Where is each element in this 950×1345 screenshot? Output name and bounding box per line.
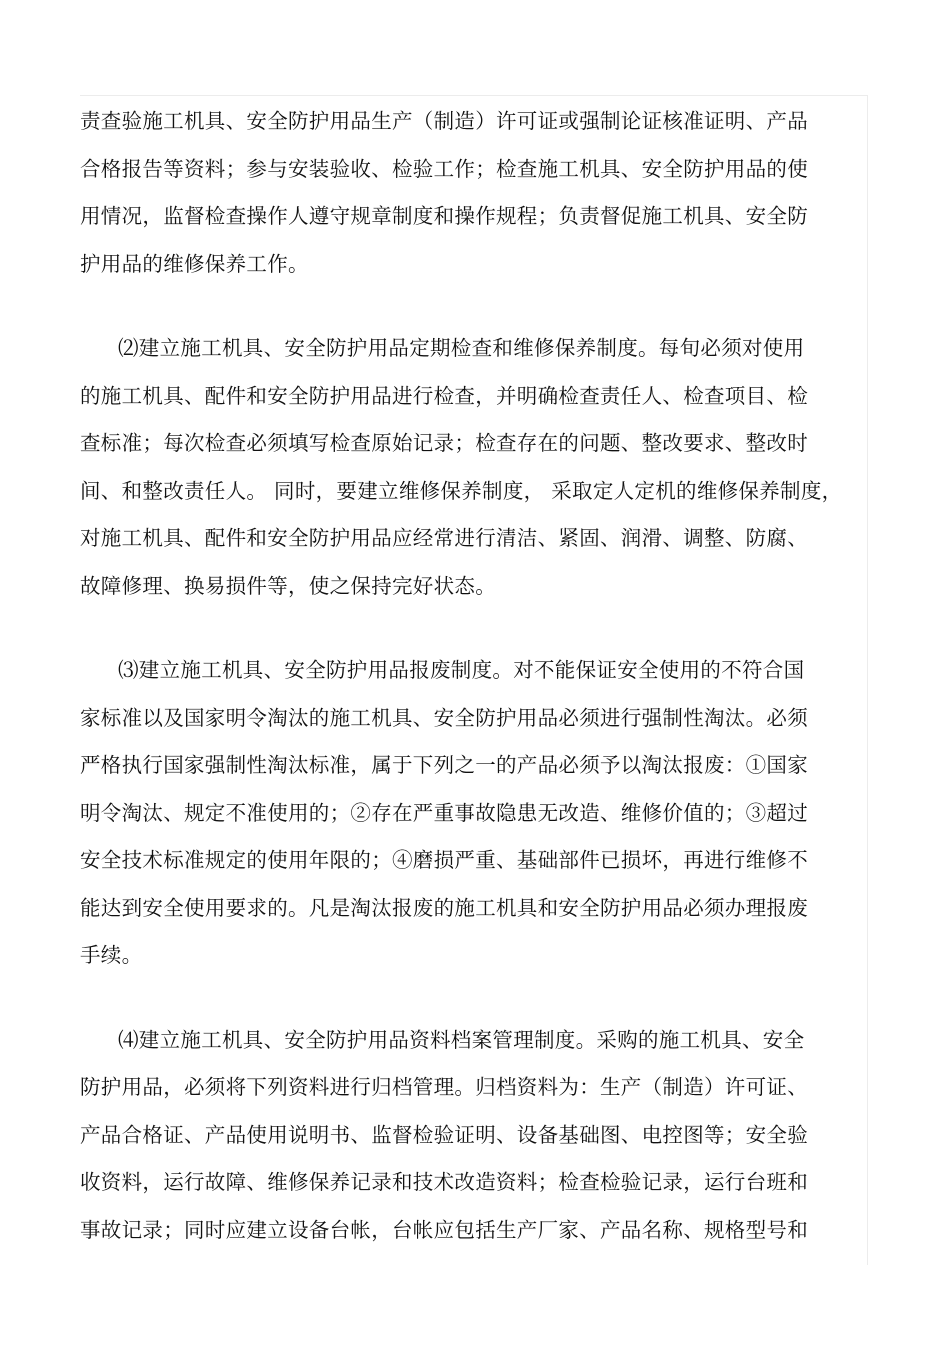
text-line: 合格报告等资料；参与安装验收、检验工作；检查施工机具、安全防护用品的使 xyxy=(80,156,808,181)
paragraph-gap xyxy=(80,980,840,1017)
paragraph-gap xyxy=(80,288,840,325)
text-line: 严格执行国家强制性淘汰标准，属于下列之一的产品必须予以淘汰报废：①国家 xyxy=(80,753,808,777)
text-line: 防护用品，必须将下列资料进行归档管理。归档资料为：生产（制造）许可证、 xyxy=(80,1075,808,1099)
text-line: ⑶建立施工机具、安全防护用品报废制度。对不能保证安全使用的不符合国 xyxy=(118,658,805,682)
text-line: 故障修理、换易损件等，使之保持完好状态。 xyxy=(80,573,496,598)
text-line: 的施工机具、配件和安全防护用品进行检查，并明确检查责任人、检查项目、检 xyxy=(80,383,808,408)
text-line: ⑵建立施工机具、安全防护用品定期检查和维修保养制度。每旬必须对使用 xyxy=(118,336,805,360)
text-line: 间、和整改责任人。 同时，要建立维修保养制度， 采取定人定机的维修保养制度， xyxy=(80,478,843,503)
paragraph-responsibilities xyxy=(80,98,840,288)
document-body xyxy=(80,98,843,1254)
text-line: 收资料，运行故障、维修保养记录和技术改造资料；检查检验记录，运行台班和 xyxy=(80,1170,808,1194)
text-line: 明令淘汰、规定不准使用的；②存在严重事故隐患无改造、维修价值的；③超过 xyxy=(80,800,808,825)
text-line: 能达到安全使用要求的。凡是淘汰报废的施工机具和安全防护用品必须办理报废 xyxy=(80,895,808,920)
paragraph-archive-management xyxy=(80,1017,840,1255)
text-line: 安全技术标准规定的使用年限的；④磨损严重、基础部件已损坏，再进行维修不 xyxy=(80,848,808,872)
text-line: 家标准以及国家明令淘汰的施工机具、安全防护用品必须进行强制性淘汰。必须 xyxy=(80,705,808,730)
text-line: 用情况，监督检查操作人遵守规章制度和操作规程；负责督促施工机具、安全防 xyxy=(80,204,808,228)
paragraph-scrapping xyxy=(80,647,840,980)
text-line: 手续。 xyxy=(80,943,143,967)
text-line: 对施工机具、配件和安全防护用品应经常进行清洁、紧固、润滑、调整、防腐、 xyxy=(80,526,808,550)
text-line: 责查验施工机具、安全防护用品生产（制造）许可证或强制论证核准证明、产品 xyxy=(80,109,808,133)
text-line: 护用品的维修保养工作。 xyxy=(80,251,309,276)
text-line: 查标准；每次检查必须填写检查原始记录；检查存在的问题、整改要求、整改时 xyxy=(80,431,808,455)
text-line: 产品合格证、产品使用说明书、监督检验证明、设备基础图、电控图等；安全验 xyxy=(80,1122,808,1147)
text-line: ⑷建立施工机具、安全防护用品资料档案管理制度。采购的施工机具、安全 xyxy=(118,1027,805,1052)
text-line: 事故记录；同时应建立设备台帐，台帐应包括生产厂家、产品名称、规格型号和 xyxy=(80,1217,808,1242)
paragraph-gap xyxy=(80,610,840,647)
paragraph-inspection-maintenance xyxy=(80,325,843,610)
